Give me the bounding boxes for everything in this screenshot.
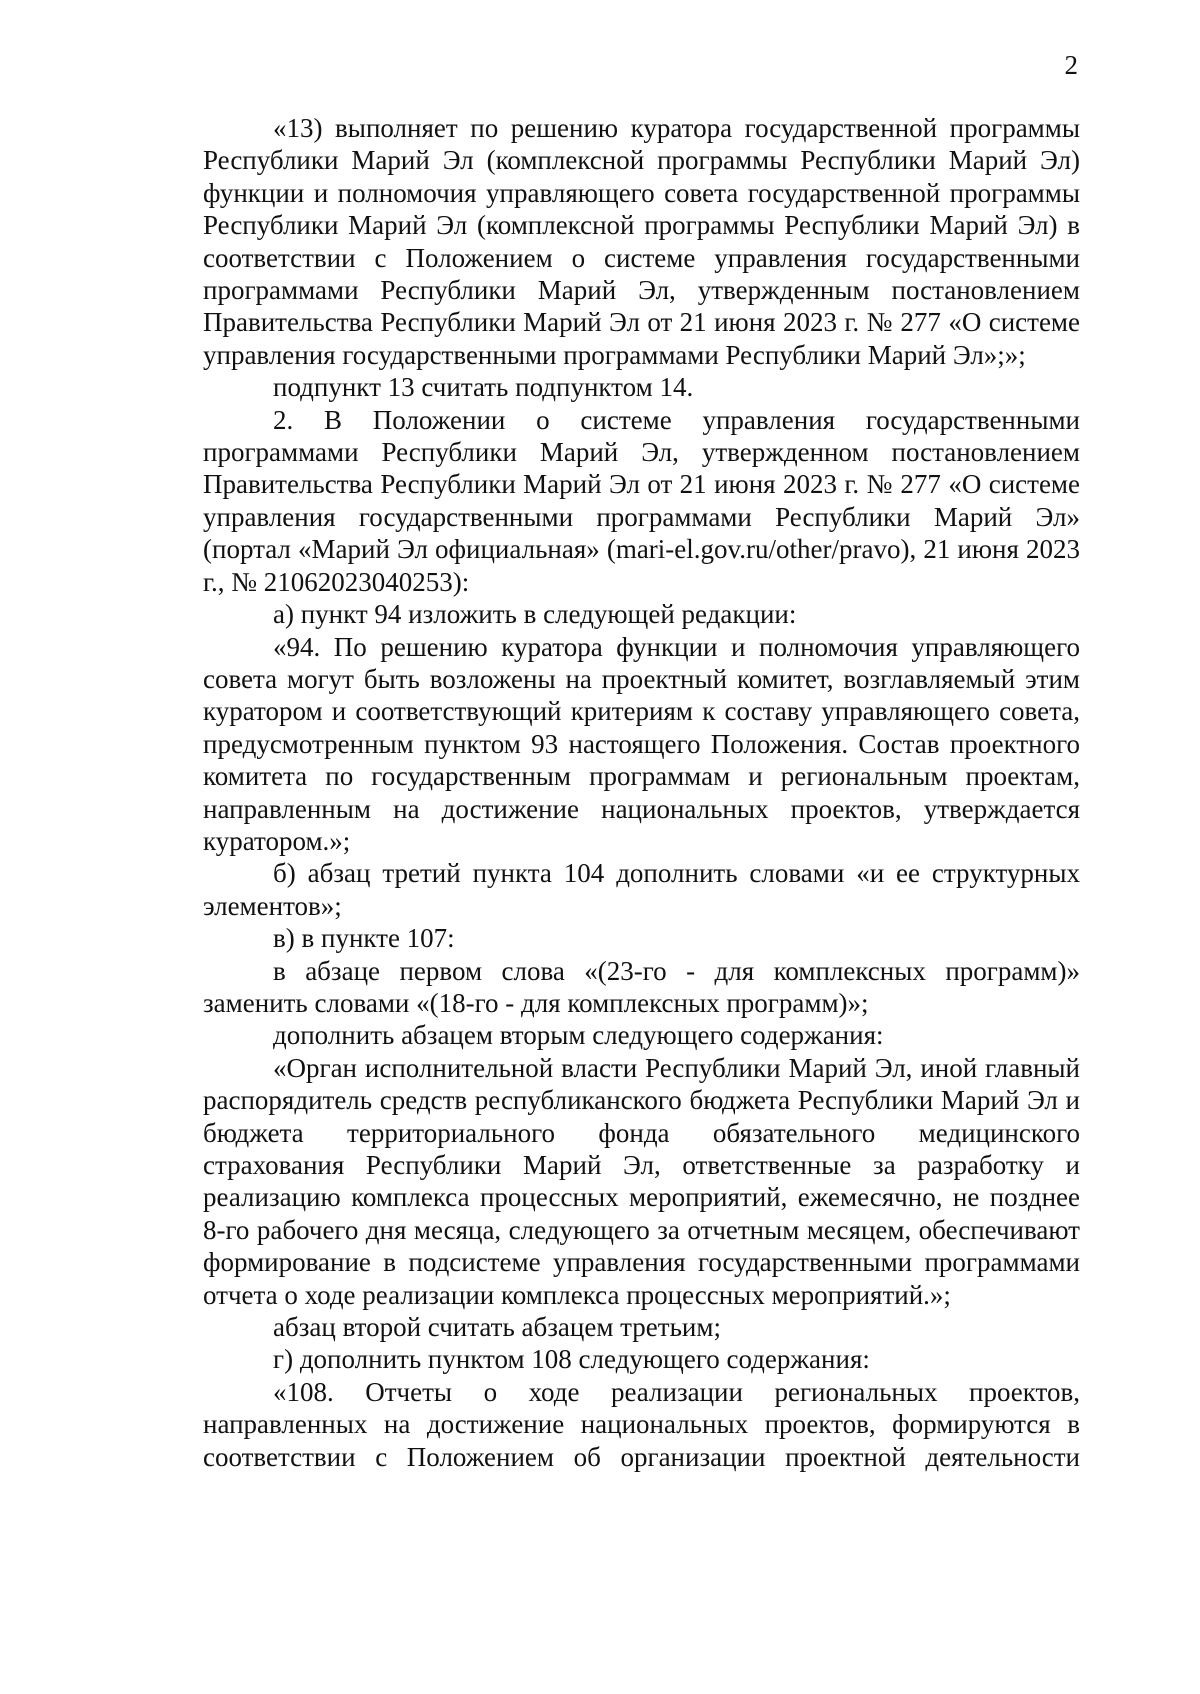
paragraph-subpoint-b: б) абзац третий пункта 104 дополнить словами «и ее структурных элементов»; bbox=[203, 858, 1080, 921]
paragraph-renumber-abzac: абзац второй считать абзацем третьим; bbox=[273, 1312, 721, 1343]
document-body bbox=[203, 112, 1080, 1473]
paragraph-add-second-abzac: дополнить абзацем вторым следующего содержания: bbox=[273, 1020, 884, 1051]
paragraph-second-abzac-text: «Орган исполнительной власти Республики Марий Эл, иной главный распорядитель средств республиканского бюджета Республики Марий Эл и бюджета территориального фонда обязательного медицинского страхования Республики Марий Эл, ответственные за разработку и реализацию комплекса процессных мероприятий, ежемесячно, не позднее 8-го рабочего дня месяца, следующего за отчетным месяцем, обеспечивают формирование в подсистеме управления государственными программами отчета о ходе реализации комплекса процессных мероприятий.»; bbox=[203, 1052, 1080, 1310]
paragraph-subpoint-v: в) в пункте 107: bbox=[273, 923, 455, 954]
paragraph-point-2: 2. В Положении о системе управления государственными программами Республики Марий Эл, утвержденном постановлением Правительства Республики Марий Эл от 21 июня 2023 г. № 277 «О системе управления государственными программами Республики Марий Эл» (портал «Марий Эл официальная» (mari-el.gov.ru/other/pravo), 21 июня 2023 г., № 21062023040253): bbox=[203, 404, 1080, 597]
paragraph-subpoint-g: г) дополнить пунктом 108 следующего содержания: bbox=[273, 1344, 870, 1375]
paragraph-point-94-text: «94. По решению куратора функции и полномочия управляющего совета могут быть возложены на проектный комитет, возглавляемый этим куратором и соответствующий критериям к составу управляющего совета, предусмотренным пунктом 93 настоящего Положения. Состав проектного комитета по государственным программам и региональным проектам, направленным на достижение национальных проектов, утверждается куратором.»; bbox=[203, 631, 1080, 856]
paragraph-renumber-13: подпункт 13 считать подпунктом 14. bbox=[273, 372, 694, 403]
paragraph-replace-words: в абзаце первом слова «(23-го - для комплексных программ)» заменить словами «(18-го - для комплексных программ)»; bbox=[203, 955, 1080, 1018]
paragraph-subpoint-a: а) пункт 94 изложить в следующей редакции: bbox=[273, 599, 797, 630]
paragraph-item-13-text: «13) выполняет по решению куратора государственной программы Республики Марий Эл (комплексной программы Республики Марий Эл) функции и полномочия управляющего совета государственной программы Республики Марий Эл (комплексной программы Республики Марий Эл) в соответствии с Положением о системе управления государственными программами Республики Марий Эл, утвержденным постановлением Правительства Республики Марий Эл от 21 июня 2023 г. № 277 «О системе управления государственными программами Республики Марий Эл»;»; bbox=[203, 113, 1080, 370]
page-number: 2 bbox=[1064, 50, 1078, 80]
paragraph-point-108-text: «108. Отчеты о ходе реализации региональных проектов, направленных на достижение национальных проектов, формируются в соответствии с Положением об организации проектной деятельности bbox=[203, 1376, 1080, 1472]
